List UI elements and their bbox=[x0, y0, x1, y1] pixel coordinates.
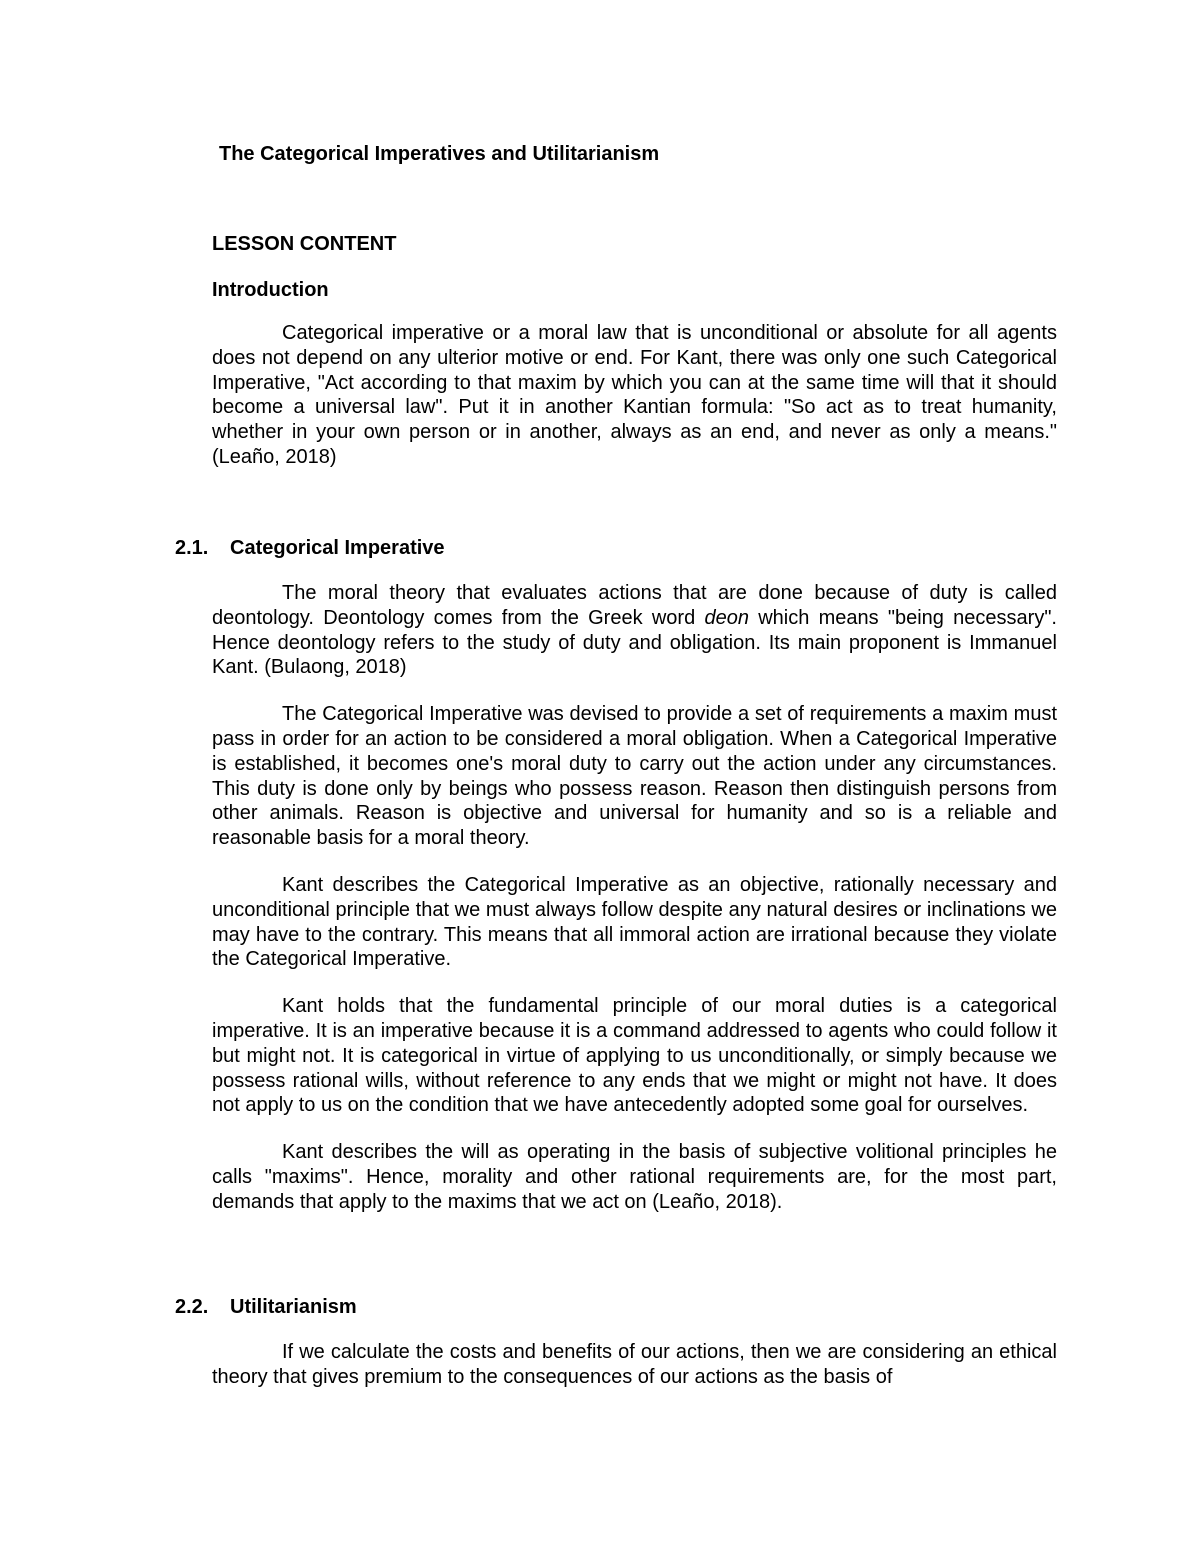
categorical-imperative-body bbox=[212, 581, 1057, 1237]
section-heading-categorical-imperative bbox=[175, 537, 445, 560]
paragraph-deontology bbox=[212, 581, 1057, 680]
lesson-content-heading: LESSON CONTENT bbox=[212, 233, 397, 255]
introduction-heading: Introduction bbox=[212, 279, 329, 301]
paragraph-text: which means "being necessary". Hence deontology refers to the study of duty and obligation. Its main proponent is Immanuel Kant. (Bulaong, 2018) bbox=[212, 606, 1057, 679]
section-number: 2.1. bbox=[175, 537, 209, 559]
paragraph-fundamental-principle: Kant holds that the fundamental principle of our moral duties is a categorical imperative. It is an imperative because it is a command addressed to agents who could follow it but might not. It is categorical in virtue of applying to us unconditionally, or simply because we possess rational wills, without reference to any ends that we might or might not have. It does not apply to us on the condition that we have antecedently adopted some goal for ourselves. bbox=[212, 995, 1057, 1117]
section-heading-utilitarianism bbox=[175, 1296, 357, 1319]
paragraph-requirements: The Categorical Imperative was devised to provide a set of requirements a maxim must pass in order for an action to be considered a moral obligation. When a Categorical Imperative is established, it becomes one's moral duty to carry out the action under any circumstances. This duty is done only by beings who possess reason. Reason then distinguish persons from other animals. Reason is objective and universal for humanity and so is a reliable and reasonable basis for a moral theory. bbox=[212, 703, 1057, 850]
paragraph-costs-benefits: If we calculate the costs and benefits of our actions, then we are considering an ethical theory that gives premium to the consequences of our actions as the basis of bbox=[212, 1341, 1057, 1388]
paragraph-text: The moral theory that evaluates actions that are done because of duty is called deontology. Deontology comes from the Greek word bbox=[212, 582, 1057, 629]
paragraph-maxims: Kant describes the will as operating in the basis of subjective volitional principles he calls "maxims". Hence, morality and other rational requirements are, for the most part, demands that apply to the maxims that we act on (Leaño, 2018). bbox=[212, 1141, 1057, 1213]
section-title: Categorical Imperative bbox=[230, 537, 445, 559]
section-number: 2.2. bbox=[175, 1296, 209, 1318]
italic-term-deon: deon bbox=[704, 606, 749, 629]
section-title: Utilitarianism bbox=[230, 1296, 357, 1318]
introduction-paragraph: Categorical imperative or a moral law that is unconditional or absolute for all agents does not depend on any ulterior motive or end. For Kant, there was only one such Categorical Imperative, "Act according to that maxim by which you can at the same time will that it should become a universal law". Put it in another Kantian formula: "So act as to treat humanity, whether in your own person or in another, always as an end, and never as only a means." (Leaño, 2018) bbox=[212, 322, 1057, 468]
introduction-body bbox=[212, 321, 1057, 492]
paragraph-objective-principle: Kant describes the Categorical Imperative as an objective, rationally necessary and unconditional principle that we must always follow despite any natural desires or inclinations we may have to the contrary. This means that all immoral action are irrational because they violate the Categorical Imperative. bbox=[212, 873, 1057, 971]
document-title: The Categorical Imperatives and Utilitarianism bbox=[219, 143, 660, 165]
utilitarianism-body bbox=[212, 1340, 1057, 1389]
